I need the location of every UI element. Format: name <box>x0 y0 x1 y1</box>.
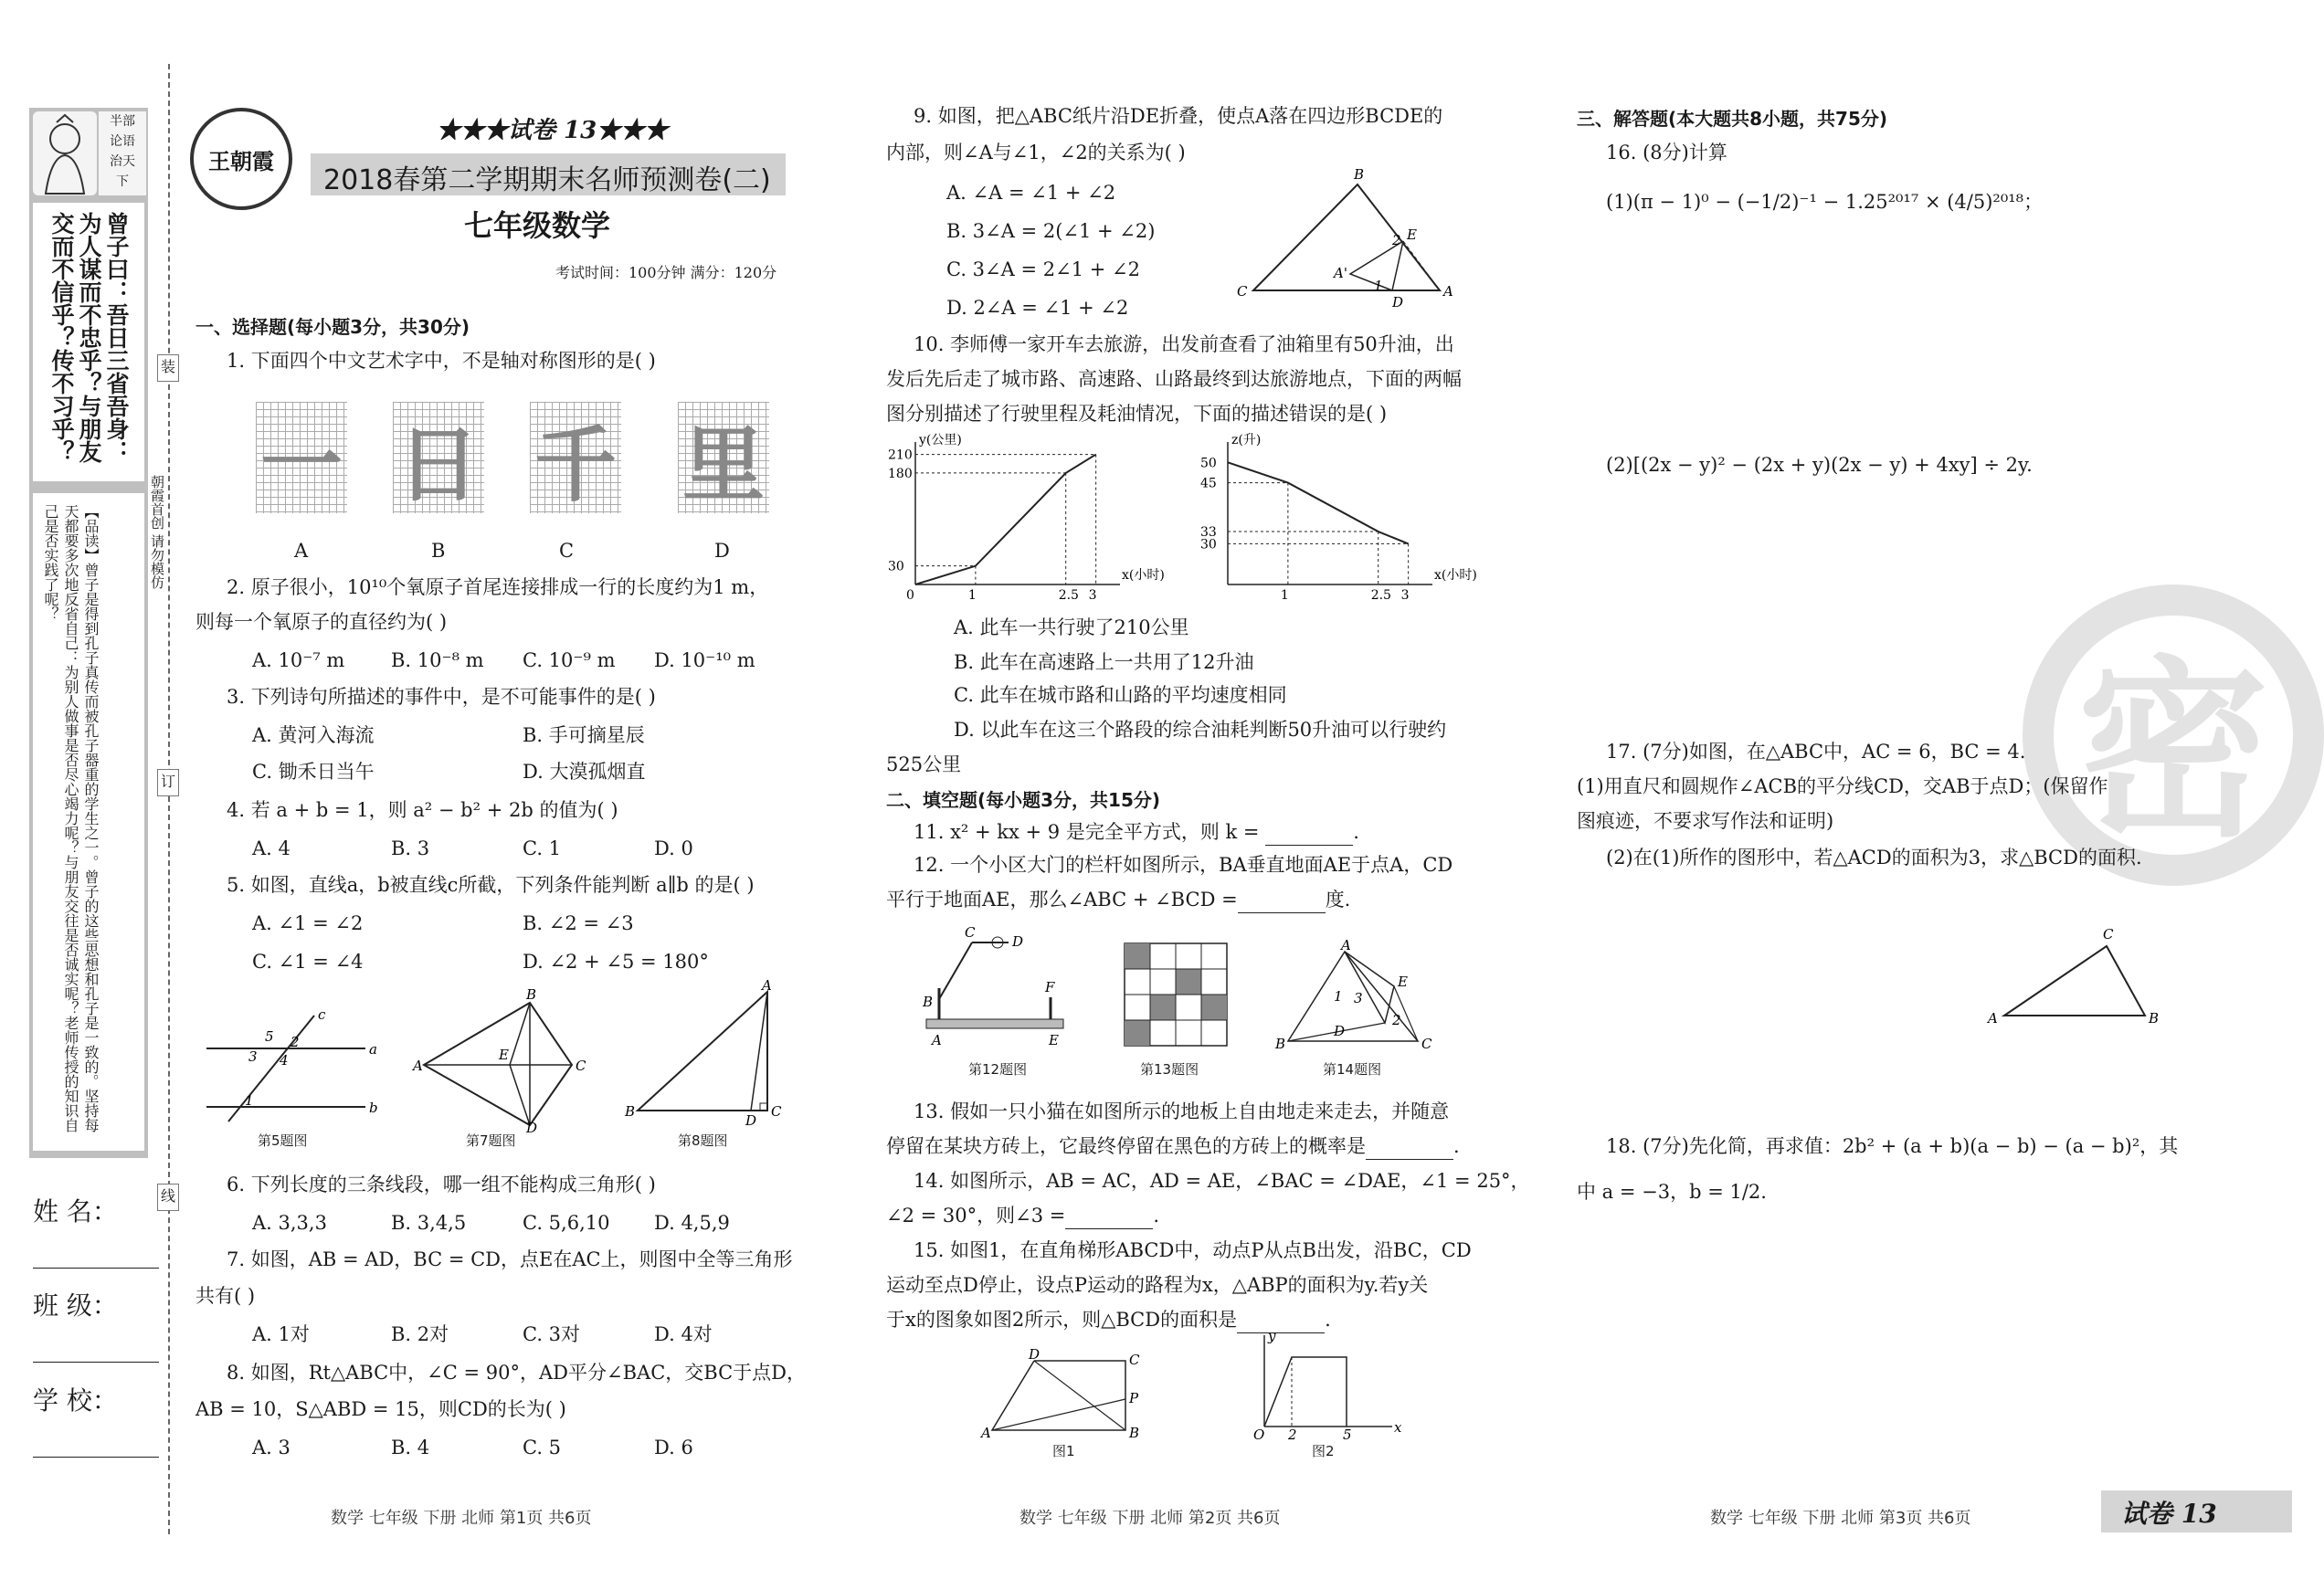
q17-text-2: (1)用直尺和圆规作∠ACB的平分线CD，交AB于点D；(保留作 <box>1577 775 2108 797</box>
q15-text-3: 于x的图象如图2所示，则△BCD的面积是 . <box>886 1306 1331 1333</box>
q15-lbl-p: P <box>1129 1390 1139 1406</box>
q12-lbl-e: E <box>1049 1032 1059 1048</box>
school-label: 学 校： <box>33 1385 118 1416</box>
q8-lbl-a: A <box>762 977 772 994</box>
chart2-ytick-1: 33 <box>1200 525 1217 541</box>
q5-lbl-c: c <box>318 1006 326 1023</box>
copyright-notice: 朝霞首创 请勿模仿 <box>149 475 165 589</box>
cut-mark-1: 装 <box>157 354 179 382</box>
q7-lbl-c: C <box>576 1058 586 1074</box>
q14-text-1: 14. 如图所示，AB = AC，AD = AE，∠BAC = ∠DAE，∠1 = 25°， <box>914 1170 1530 1192</box>
q17-lbl-b: B <box>2149 1010 2160 1027</box>
q10-text-1: 10. 李师傅一家开车去旅游，出发前查看了油箱里有50升油，出 <box>914 333 1454 355</box>
name-label: 姓 名： <box>33 1196 118 1227</box>
q12-lbl-f: F <box>1045 979 1055 995</box>
q11-text: 11. x² + kx + 9 是完全平方式，则 k = . <box>914 818 1359 846</box>
q5-lbl-2: 2 <box>290 1034 300 1050</box>
section-2-heading: 二、填空题(每小题3分，共15分) <box>886 789 1161 811</box>
q14-lbl-3: 3 <box>1354 990 1363 1006</box>
fig-q7 <box>409 988 601 1134</box>
q6-opt-a: A. 3,3,3 <box>252 1212 327 1234</box>
q9-lbl-a-prime: A' <box>1334 265 1347 281</box>
q1-opt-d: D <box>714 540 730 562</box>
chart1-xtick-1: 2.5 <box>1058 588 1079 603</box>
chart1-origin: 0 <box>906 588 914 603</box>
q14-text-2: ∠2 = 30°，则∠3 = . <box>886 1202 1159 1229</box>
q9-opt-d: D. 2∠A = ∠1 + ∠2 <box>946 297 1129 319</box>
chart2-xtick-0: 1 <box>1280 588 1289 603</box>
q12-lbl-c: C <box>965 924 976 941</box>
chart2-xtick-2: 3 <box>1400 588 1410 603</box>
q16-part1: (1)(π − 1)⁰ − (−1/2)⁻¹ − 1.25²⁰¹⁷ × (4/5)²⁰¹⁸； <box>1606 191 2044 213</box>
exam-subtitle: 七年级数学 <box>464 208 611 243</box>
q9-opt-b: B. 3∠A = 2(∠1 + ∠2) <box>946 220 1156 242</box>
chart2-ytick-0: 30 <box>1200 537 1217 553</box>
q9-lbl-e: E <box>1407 226 1417 243</box>
q8-lbl-b: B <box>625 1103 636 1120</box>
q10-opt-d: D. 以此车在这三个路段的综合油耗判断50升油可以行驶约 <box>954 719 1447 741</box>
q14-lbl-b: B <box>1275 1036 1286 1052</box>
q8-opt-b: B. 4 <box>391 1437 430 1458</box>
fig-q15-1-caption: 图1 <box>1052 1443 1075 1459</box>
q14-lbl-d: D <box>1334 1023 1346 1039</box>
q15b-lbl-y: y <box>1268 1328 1276 1344</box>
q12-answer-blank[interactable] <box>1238 895 1326 913</box>
fig-q8-caption: 第8题图 <box>678 1132 728 1149</box>
q14-lbl-1: 1 <box>1334 988 1343 1005</box>
watermark-seal: 密 <box>2023 584 2324 886</box>
q8-lbl-c: C <box>771 1103 782 1120</box>
chart1-ytick-0: 30 <box>888 559 904 574</box>
q14-answer-blank[interactable] <box>1065 1211 1153 1229</box>
q5-opt-b: B. ∠2 = ∠3 <box>523 912 634 934</box>
class-field[interactable] <box>33 1286 159 1363</box>
q9-lbl-2: 2 <box>1392 232 1401 248</box>
q15b-lbl-x: x <box>1394 1419 1402 1436</box>
q9-opt-a: A. ∠A = ∠1 + ∠2 <box>946 182 1116 204</box>
q11-answer-blank[interactable] <box>1265 827 1353 846</box>
brand-logo: 王朝霞 <box>190 108 292 210</box>
q5-lbl-b: b <box>369 1100 378 1116</box>
chart1-line <box>915 455 1096 584</box>
chart1-xtick-2: 3 <box>1088 588 1097 603</box>
q4-opt-c: C. 1 <box>523 837 562 859</box>
fig-q14 <box>1275 937 1440 1056</box>
q7-lbl-d: D <box>526 1120 538 1136</box>
q5-opt-c: C. ∠1 = ∠4 <box>252 951 364 973</box>
q4-text: 4. 若 a + b = 1，则 a² − b² + 2b 的值为( ) <box>227 799 618 821</box>
footer-page-2: 数学 七年级 下册 北师 第2页 共6页 <box>1019 1509 1281 1528</box>
q14-lbl-a: A <box>1341 937 1351 953</box>
q8-text-1: 8. 如图，Rt△ABC中，∠C = 90°，AD平分∠BAC，交BC于点D， <box>227 1362 806 1384</box>
chart1-xlabel: x(小时) <box>1122 568 1165 583</box>
footer-page-1: 数学 七年级 下册 北师 第1页 共6页 <box>331 1509 592 1528</box>
series-label: ★★★试卷 13★★★ <box>437 117 669 144</box>
chart2-ytick-2: 45 <box>1200 476 1217 491</box>
q15b-lbl-o: O <box>1253 1427 1265 1443</box>
fig-q13-caption: 第13题图 <box>1140 1061 1199 1078</box>
q3-text: 3. 下列诗句所描述的事件中，是不可能事件的是( ) <box>227 686 656 708</box>
chart1-ylabel: y(公里) <box>919 433 962 448</box>
q5-lbl-5: 5 <box>265 1028 274 1045</box>
q15-lbl-b: B <box>1129 1425 1140 1441</box>
q9-text-1: 9. 如图，把△ABC纸片沿DE折叠，使点A落在四边形BCDE的 <box>914 105 1443 127</box>
confucius-icon <box>33 111 97 195</box>
q17-text-1: 17. (7分)如图，在△ABC中，AC = 6，BC = 4. <box>1606 741 2026 763</box>
fig-q12-caption: 第12题图 <box>968 1061 1028 1078</box>
art-char-d: 里 <box>678 402 769 513</box>
q3-opt-c: C. 锄禾日当午 <box>252 761 375 783</box>
q1-opt-a: A <box>294 540 309 562</box>
school-field[interactable] <box>33 1381 159 1458</box>
fig-q5 <box>201 1005 384 1123</box>
q5-lbl-1: 1 <box>245 1092 254 1109</box>
q12-lbl-a: A <box>932 1032 942 1048</box>
cut-line <box>168 64 170 1534</box>
q10-text-2: 发后先后走了城市路、高速路、山路最终到达旅游地点，下面的两幅 <box>886 368 1462 390</box>
q14-lbl-c: C <box>1421 1036 1432 1052</box>
q5-lbl-4: 4 <box>280 1052 289 1069</box>
section-3-heading: 三、解答题(本大题共8小题，共75分) <box>1577 108 1888 130</box>
q12-text-2: 平行于地面AE，那么∠ABC + ∠BCD = 度. <box>886 886 1350 913</box>
q3-opt-b: B. 手可摘星辰 <box>523 724 645 746</box>
chart-mileage <box>882 429 1184 603</box>
q1-figures <box>256 402 804 521</box>
q4-opt-d: D. 0 <box>654 837 693 859</box>
art-char-c: 千 <box>530 402 621 513</box>
q17-lbl-a: A <box>1988 1010 1998 1027</box>
q5-opt-d: D. ∠2 + ∠5 = 180° <box>523 951 709 973</box>
q17-text-4: (2)在(1)所作的图形中，若△ACD的面积为3，求△BCD的面积. <box>1606 847 2142 869</box>
name-field[interactable] <box>33 1192 159 1269</box>
q8-text-2: AB = 10，S△ABD = 15，则CD的长为( ) <box>195 1398 566 1420</box>
q15b-lbl-2: 2 <box>1288 1427 1297 1443</box>
q5-lbl-3: 3 <box>248 1048 258 1065</box>
q10-opt-a: A. 此车一共行驶了210公里 <box>954 616 1189 638</box>
chart-fuel <box>1193 429 1504 603</box>
q9-lbl-1: 1 <box>1374 278 1383 294</box>
q9-lbl-d: D <box>1392 294 1404 311</box>
q15-lbl-a: A <box>981 1425 991 1441</box>
q2-opt-a: A. 10⁻⁷ m <box>252 649 345 671</box>
q15b-lbl-5: 5 <box>1343 1427 1352 1443</box>
q7-lbl-a: A <box>413 1058 423 1074</box>
q2-opt-d: D. 10⁻¹⁰ m <box>654 649 755 671</box>
fig-q13 <box>1124 942 1233 1052</box>
q14-lbl-2: 2 <box>1392 1012 1401 1028</box>
art-char-b: 日 <box>393 402 484 513</box>
chart1-ytick-2: 210 <box>888 448 913 463</box>
sidebar-portrait <box>33 111 97 195</box>
fig-q17 <box>1982 926 2165 1036</box>
fig-q15-2-caption: 图2 <box>1312 1443 1335 1459</box>
chart2-ylabel: z(升) <box>1231 433 1262 448</box>
q5-text: 5. 如图，直线a，b被直线c所截，下列条件能判断 a∥b 的是( ) <box>227 874 755 896</box>
q12-text-1: 12. 一个小区大门的栏杆如图所示，BA垂直地面AE于点A，CD <box>914 854 1453 876</box>
section-1-heading: 一、选择题(每小题3分，共30分) <box>195 316 470 338</box>
q18-text-2: 中 a = −3，b = 1/2. <box>1577 1181 1767 1203</box>
fig-q12 <box>917 922 1072 1050</box>
q13-answer-blank[interactable] <box>1366 1142 1453 1160</box>
art-char-a: 一 <box>256 402 347 513</box>
q7-opt-c: C. 3对 <box>523 1323 581 1345</box>
q6-opt-d: D. 4,5,9 <box>654 1212 730 1234</box>
fig-q15-2 <box>1246 1328 1402 1443</box>
fig-q15-1 <box>977 1348 1142 1439</box>
q7-opt-b: B. 2对 <box>391 1323 449 1345</box>
q9-lbl-b: B <box>1354 166 1365 183</box>
q6-text: 6. 下列长度的三条线段，哪一组不能构成三角形( ) <box>227 1174 656 1195</box>
fig-q5-caption: 第5题图 <box>258 1132 308 1149</box>
q7-opt-d: D. 4对 <box>654 1323 713 1345</box>
q9-lbl-c: C <box>1237 283 1248 300</box>
q10-tail: 525公里 <box>886 753 962 775</box>
q18-text-1: 18. (7分)先化简，再求值：2b² + (a + b)(a − b) − (a − b)²，其 <box>1606 1135 2179 1157</box>
chart2-ytick-3: 50 <box>1200 456 1217 471</box>
q1-text: 1. 下面四个中文艺术字中，不是轴对称图形的是( ) <box>227 350 656 372</box>
q12-lbl-d: D <box>1012 933 1024 950</box>
q14-lbl-e: E <box>1398 974 1408 990</box>
q3-opt-a: A. 黄河入海流 <box>252 724 375 746</box>
q5-lbl-a: a <box>369 1041 377 1058</box>
chart1-xtick-0: 1 <box>967 588 977 603</box>
q10-opt-b: B. 此车在高速路上一共用了12升油 <box>954 651 1254 673</box>
q17-lbl-c: C <box>2103 926 2114 942</box>
cut-mark-2: 订 <box>157 769 179 796</box>
q6-opt-c: C. 5,6,10 <box>523 1212 610 1234</box>
q15-lbl-d: D <box>1029 1346 1041 1363</box>
q1-opt-b: B <box>431 540 446 562</box>
q2-opt-b: B. 10⁻⁸ m <box>391 649 484 671</box>
q10-text-3: 图分别描述了行驶里程及耗油情况，下面的描述错误的是( ) <box>886 403 1388 425</box>
q9-opt-c: C. 3∠A = 2∠1 + ∠2 <box>946 258 1140 280</box>
chart2-xtick-1: 2.5 <box>1370 588 1391 603</box>
q15-text-1: 15. 如图1，在直角梯形ABCD中，动点P从点B出发，沿BC，CD <box>914 1239 1472 1261</box>
q16-text: 16. (8分)计算 <box>1606 142 1727 163</box>
chart1-ytick-1: 180 <box>888 466 913 481</box>
chart2-xlabel: x(小时) <box>1434 568 1477 583</box>
q7-text-2: 共有( ) <box>195 1285 256 1307</box>
fig-q8 <box>623 977 787 1129</box>
corner-tag-label: 试卷 13 <box>2121 1499 2217 1529</box>
cut-mark-3: 线 <box>157 1184 179 1211</box>
q9-text-2: 内部，则∠A与∠1，∠2的关系为( ) <box>886 142 1186 163</box>
fig-q9 <box>1231 164 1460 311</box>
q17-text-3: 图痕迹，不要求写作法和证明) <box>1577 810 1834 832</box>
q7-text-1: 7. 如图，AB = AD，BC = CD，点E在AC上，则图中全等三角形 <box>227 1248 793 1270</box>
q8-opt-a: A. 3 <box>252 1437 290 1458</box>
q8-opt-c: C. 5 <box>523 1437 562 1458</box>
sidebar-reading: 【品读】曾子是得到孔子真传而被孔子器重的学生之一。曾子的这些思想和孔子是一致的。坚持每天都要多次地反省自己：为别人做事是否尽心竭力呢？与朋友交往是否诚实呢？老师传授的知识自己是否实践了呢？ <box>42 504 100 1132</box>
fig-q7-caption: 第7题图 <box>466 1132 516 1149</box>
q2-text-2: 则每一个氧原子的直径约为( ) <box>195 611 448 633</box>
q4-opt-b: B. 3 <box>391 837 430 859</box>
q7-lbl-b: B <box>526 986 537 1003</box>
q7-lbl-e: E <box>499 1047 509 1063</box>
proverb-tag: 半部 论语 治天 下 <box>99 111 146 195</box>
q3-opt-d: D. 大漠孤烟直 <box>523 761 646 783</box>
q13-text-1: 13. 假如一只小猫在如图所示的地板上自由地走来走去，并随意 <box>914 1100 1450 1122</box>
q2-opt-c: C. 10⁻⁹ m <box>523 649 616 671</box>
q15-text-2: 运动至点D停止，设点P运动的路程为x，△ABP的面积为y.若y关 <box>886 1274 1429 1296</box>
q2-text-1: 2. 原子很小，10¹⁰个氧原子首尾连接排成一行的长度约为1 m， <box>227 576 769 598</box>
fig-q14-caption: 第14题图 <box>1323 1061 1382 1078</box>
q8-opt-d: D. 6 <box>654 1437 693 1458</box>
q5-opt-a: A. ∠1 = ∠2 <box>252 912 364 934</box>
q13-text-2: 停留在某块方砖上，它最终停留在黑色的方砖上的概率是 . <box>886 1132 1460 1160</box>
q16-part2: (2)[(2x − y)² − (2x + y)(2x − y) + 4xy] ÷ 2y. <box>1606 454 2033 476</box>
exam-title: 2018春第二学期期末名师预测卷(二) <box>323 164 771 196</box>
q1-opt-c: C <box>559 540 575 562</box>
q15-lbl-c: C <box>1129 1352 1140 1368</box>
q9-lbl-a: A <box>1443 283 1453 300</box>
q10-opt-c: C. 此车在城市路和山路的平均速度相同 <box>954 684 1287 706</box>
q12-lbl-b: B <box>923 994 934 1010</box>
q4-opt-a: A. 4 <box>252 837 290 859</box>
exam-info: 考试时间：100分钟 满分：120分 <box>555 264 777 281</box>
q8-lbl-d: D <box>745 1112 757 1129</box>
q6-opt-b: B. 3,4,5 <box>391 1212 467 1234</box>
sidebar-quote: 曾子曰：吾日三省吾身：为人谋而不忠乎？与朋友交而不信乎？传不习乎？ <box>48 212 130 463</box>
footer-page-3: 数学 七年级 下册 北师 第3页 共6页 <box>1710 1509 1971 1528</box>
q7-opt-a: A. 1对 <box>252 1323 310 1345</box>
class-label: 班 级： <box>33 1290 118 1321</box>
